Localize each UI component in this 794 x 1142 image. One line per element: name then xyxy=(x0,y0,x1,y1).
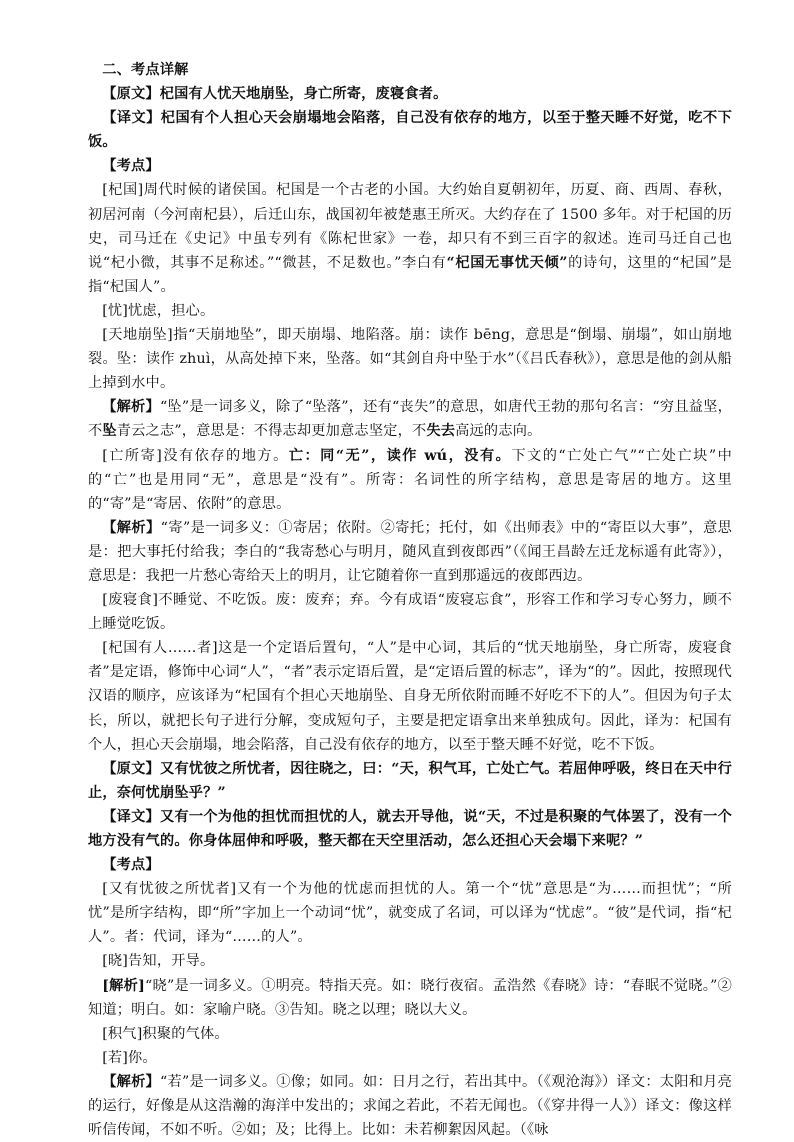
bold-text-segment: “杞国无事忧天倾” xyxy=(446,254,568,271)
bold-text-segment: 【解析】 xyxy=(102,1073,161,1090)
paragraph xyxy=(88,82,732,106)
bold-text-segment: 【解析】 xyxy=(102,399,160,416)
text-segment: [晓]告知，开导。 xyxy=(102,953,215,970)
paragraph xyxy=(88,636,732,756)
paragraph xyxy=(88,516,732,588)
paragraph xyxy=(88,323,732,395)
bold-text-segment: 【考点】 xyxy=(102,158,160,175)
bold-text-segment: 亡：同“无”，读作 wú，没有。 xyxy=(288,447,512,464)
text-segment: 的诗句，这里的“杞国”是指“杞国人”。 xyxy=(88,254,732,295)
text-segment: “坠”是一词多义，除了“坠落”，还有“丧失”的意思，如唐代王勃的那句名言：“穷且益坚，不 xyxy=(88,399,733,440)
paragraph xyxy=(88,853,732,877)
paragraph xyxy=(88,395,732,443)
paragraph xyxy=(88,1022,732,1046)
text-segment: [若]你。 xyxy=(102,1049,157,1066)
paragraph xyxy=(88,106,732,154)
bold-text-segment: 失去 xyxy=(426,423,456,440)
paragraph xyxy=(88,299,732,323)
bold-text-segment: 【考点】 xyxy=(102,857,160,874)
text-segment: “若”是一词多义。①像；如同。如：日月之行，若出其中。（《观沧海》）译文：太阳和月亮的运行，好像是从这浩瀚的海洋中发出的；求闻之若此，不若无闻也。（《穿井得一人》）译文：像这样听信传闻，不如不听。②如；及；比得上。比如：未若柳絮因风起。（《咏 xyxy=(88,1073,733,1139)
text-segment: 高远的志向。 xyxy=(455,423,542,440)
text-segment: [杞国]周代时候的诸侯国。杞国是一个古老的小国。大约始自夏朝初年，历夏、商、西周、春秋，初居河南（今河南杞县），后迁山东，战国初年被楚惠王所灭。大约存在了 1500 多年。对于杞国的历史，司马迁在《史记》中虽专列有《陈杞世家》一卷，却只有不到三百字的叙述。连司马迁自己也说“杞小微，其事不足称述。”“微甚，不足数也。”李白有 xyxy=(88,182,732,271)
text-segment: 青云之志”，意思是：不得志却更加意志坚定，不 xyxy=(116,423,427,440)
paragraph xyxy=(88,805,732,853)
text-segment: [废寝食]不睡觉、不吃饭。废：废弃；弃。今有成语“废寝忘食”，形容工作和学习专心努力，顾不上睡觉吃饭。 xyxy=(88,592,732,633)
paragraph xyxy=(88,588,732,636)
text-segment: [天地崩坠]指“天崩地坠”，即天崩塌、地陷落。崩：读作 bēng，意思是“倒塌、崩塌”，如山崩地裂。坠：读作 zhuì，从高处掉下来，坠落。如“其剑自舟中坠于水”（《吕氏春秋》），意思是他的剑从船上掉到水中。 xyxy=(88,327,732,392)
text-segment: [积气]积聚的气体。 xyxy=(102,1025,229,1042)
paragraph xyxy=(88,949,732,973)
text-segment: [忧]忧虑，担心。 xyxy=(102,302,215,319)
bold-text-segment: 【原文】杞国有人忧天地崩坠，身亡所寄，废寝食者。 xyxy=(102,86,448,103)
paragraph xyxy=(88,1046,732,1070)
document-body xyxy=(88,58,732,1142)
paragraph xyxy=(88,757,732,805)
bold-text-segment: 【译文】杞国有个人担心天会崩塌地会陷落，自己没有依存的地方，以至于整天睡不好觉，吃不下饭。 xyxy=(88,110,732,151)
bold-text-segment: [解析] xyxy=(102,977,146,994)
bold-text-segment: 【原文】又有忧彼之所忧者，因往晓之，曰：“天，积气耳，亡处亡气。若屈伸呼吸，终日在天中行止，奈何忧崩坠乎？” xyxy=(88,760,732,801)
paragraph-list xyxy=(88,82,732,1142)
text-segment: [杞国有人……者]这是一个定语后置句，“人”是中心词，其后的“忧天地崩坠，身亡所寄，废寝食者”是定语，修饰中心词“人”，“者”表示定语后置，是“定语后置的标志”，译为“的”。因此，按照现代汉语的顺序，应该译为“杞国有个担心天地崩坠、自身无所依附而睡不好吃不下的人”。但因为句子太长，所以，就把长句子进行分解，变成短句子，主要是把定语拿出来单独成句。因此，译为：杞国有个人，担心天会崩塌，地会陷落，自己没有依存的地方，以至于整天睡不好觉，吃不下饭。 xyxy=(88,640,732,753)
section-title: 二、考点详解 xyxy=(102,62,189,78)
paragraph xyxy=(88,154,732,178)
text-segment: [又有忧彼之所忧者]又有一个为他的忧虑而担忧的人。第一个“忧”意思是“为……而担忧”；“所忧”是所字结构，即“所”字加上一个动词“忧”，就变成了名词，可以译为“忧虑”。“彼”是代词，指“杞人”。者：代词，译为“……的人”。 xyxy=(88,881,732,946)
text-segment: [亡所寄]没有依存的地方。 xyxy=(102,447,289,464)
paragraph xyxy=(88,877,732,949)
bold-text-segment: 【译文】又有一个为他的担忧而担忧的人，就去开导他，说“天，不过是积聚的气体罢了，没有一个地方没有气的。你身体屈伸和呼吸，整天都在天空里活动，怎么还担心天会塌下来呢？” xyxy=(88,808,732,849)
text-segment: “寄”是一词多义：①寄居；依附。②寄托；托付，如《出师表》中的“寄臣以大事”，意思是：把大事托付给我；李白的“我寄愁心与明月，随风直到夜郎西”（《闻王昌龄左迁龙标遥有此寄》），意思是：我把一片愁心寄给天上的明月，让它随着你一直到那遥远的夜郎西边。 xyxy=(88,519,732,584)
paragraph xyxy=(88,444,732,516)
bold-text-segment: 坠 xyxy=(102,423,117,440)
paragraph xyxy=(88,974,732,1022)
paragraph xyxy=(88,178,732,298)
paragraph xyxy=(88,1070,732,1142)
text-segment: “晓”是一词多义。①明亮。特指天亮。如：晓行夜宿。孟浩然《春晓》诗：“春眠不觉晓。”②知道；明白。如：家喻户晓。③告知。晓之以理；晓以大义。 xyxy=(88,977,732,1018)
bold-text-segment: 【解析】 xyxy=(102,519,161,536)
text-segment: 下文的“亡处亡气”“亡处亡块”中的“亡”也是用同“无”，意思是“没有”。所寄：名词性的所字结构，意思是寄居的地方。这里的“寄”是“寄居、依附”的意思。 xyxy=(88,447,733,512)
